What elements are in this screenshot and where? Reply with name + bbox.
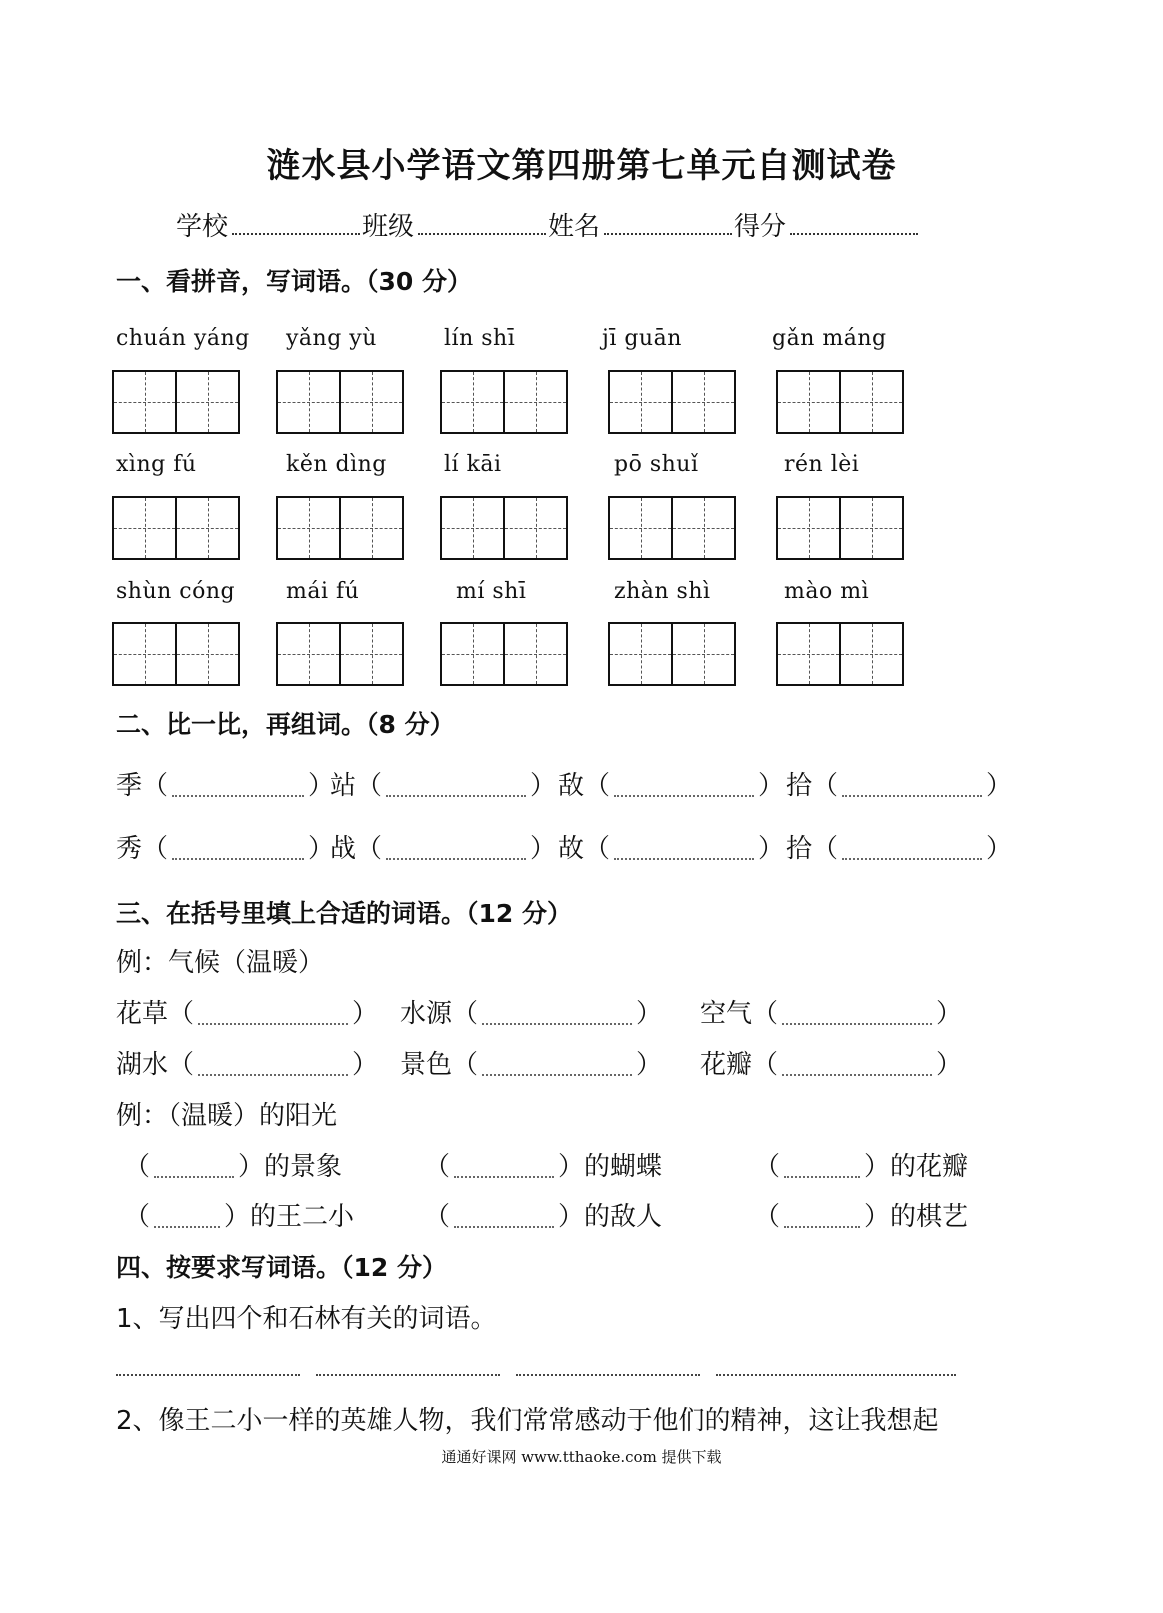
answer-blank[interactable] (482, 1056, 632, 1076)
fill-item: 花瓣（ ） (700, 1050, 963, 1080)
compare-item: 秀（ ） (116, 834, 335, 864)
pinyin-label: lí kāi (444, 452, 502, 477)
pinyin-label: pō shuǐ (614, 452, 699, 477)
section-1-heading: 一、看拼音，写词语。（30 分） (116, 267, 472, 296)
writing-grid[interactable] (276, 496, 404, 560)
writing-grid[interactable] (776, 370, 904, 434)
writing-grid[interactable] (608, 370, 736, 434)
fill-word: 空气 (700, 999, 753, 1029)
pinyin-label: chuán yáng (116, 326, 250, 351)
pinyin-label: lín shī (444, 326, 516, 351)
answer-blank[interactable] (454, 1208, 554, 1228)
section-3-heading: 三、在括号里填上合适的词语。（12 分） (116, 899, 572, 928)
name-label: 姓名 (548, 212, 601, 242)
page-footer: 通通好课网 www.tthaoke.com 提供下载 (441, 1448, 722, 1466)
student-info-row (176, 206, 920, 243)
answer-blank[interactable] (842, 840, 982, 860)
answer-blank[interactable] (784, 1158, 860, 1178)
answer-blank[interactable] (454, 1158, 554, 1178)
writing-grid[interactable] (440, 496, 568, 560)
fill-word: 湖水 (116, 1050, 169, 1080)
answer-blank[interactable] (842, 777, 982, 797)
compare-item: 敌（ ） (558, 771, 785, 801)
pinyin-label: mái fú (286, 579, 360, 604)
pinyin-label: rén lèi (784, 452, 860, 477)
compare-char: 站 (330, 771, 357, 801)
answer-blank[interactable] (386, 840, 526, 860)
compare-item: 站（ ） (330, 771, 557, 801)
fill-item: 湖水（ ） (116, 1050, 379, 1080)
answer-blank[interactable] (198, 1056, 348, 1076)
fill-word: 的王二小 (250, 1202, 355, 1232)
writing-grid[interactable] (276, 370, 404, 434)
writing-grid[interactable] (276, 622, 404, 686)
answer-blank[interactable] (172, 777, 304, 797)
fill-item: （ ）的王二小 (124, 1202, 355, 1232)
school-blank[interactable] (232, 209, 360, 235)
fill-item: （ ）的花瓣 (754, 1152, 969, 1182)
writing-grid[interactable] (112, 622, 240, 686)
question-4-1: 1、写出四个和石林有关的词语。 (116, 1304, 497, 1334)
answer-blank[interactable] (782, 1005, 932, 1025)
fill-word: 的棋艺 (890, 1202, 969, 1232)
pinyin-label: kěn dìng (286, 452, 387, 477)
compare-char: 季 (116, 771, 143, 801)
pinyin-label: mí shī (456, 579, 527, 604)
fill-word: 的景象 (264, 1152, 343, 1182)
fill-word: 的敌人 (584, 1202, 663, 1232)
pinyin-label: gǎn máng (772, 326, 887, 351)
pinyin-label: zhàn shì (614, 579, 711, 604)
pinyin-label: jī guān (602, 326, 682, 351)
answer-blank[interactable] (482, 1005, 632, 1025)
writing-grid[interactable] (608, 496, 736, 560)
question-4-2: 2、像王二小一样的英雄人物，我们常常感动于他们的精神，这让我想起 (116, 1406, 939, 1436)
answer-blank[interactable] (154, 1208, 220, 1228)
compare-char: 拾 (786, 834, 813, 864)
answer-line[interactable] (516, 1374, 700, 1376)
section-4-heading: 四、按要求写词语。（12 分） (116, 1253, 447, 1282)
compare-char: 故 (558, 834, 585, 864)
compare-char: 敌 (558, 771, 585, 801)
writing-grid[interactable] (776, 622, 904, 686)
name-blank[interactable] (604, 209, 732, 235)
fill-word: 花瓣 (700, 1050, 753, 1080)
compare-char: 战 (330, 834, 357, 864)
fill-word: 花草 (116, 999, 169, 1029)
score-label: 得分 (734, 212, 787, 242)
answer-blank[interactable] (172, 840, 304, 860)
compare-item: 拾（ ） (786, 771, 1013, 801)
fill-item: 花草（ ） (116, 999, 379, 1029)
answer-blank[interactable] (782, 1056, 932, 1076)
answer-line[interactable] (116, 1374, 300, 1376)
fill-item: （ ）的敌人 (424, 1202, 663, 1232)
fill-item: （ ）的棋艺 (754, 1202, 969, 1232)
example-2: 例：（温暖）的阳光 (116, 1101, 338, 1131)
answer-blank[interactable] (784, 1208, 860, 1228)
answer-line[interactable] (716, 1374, 956, 1376)
writing-grid[interactable] (440, 622, 568, 686)
fill-item: （ ）的蝴蝶 (424, 1152, 663, 1182)
fill-word: 水源 (400, 999, 453, 1029)
writing-grid[interactable] (112, 496, 240, 560)
fill-item: 水源（ ） (400, 999, 663, 1029)
compare-item: 战（ ） (330, 834, 557, 864)
fill-word: 景色 (400, 1050, 453, 1080)
compare-item: 季（ ） (116, 771, 335, 801)
fill-word: 的花瓣 (890, 1152, 969, 1182)
class-blank[interactable] (418, 209, 546, 235)
writing-grid[interactable] (608, 622, 736, 686)
answer-blank[interactable] (198, 1005, 348, 1025)
writing-grid[interactable] (112, 370, 240, 434)
compare-char: 秀 (116, 834, 143, 864)
compare-char: 拾 (786, 771, 813, 801)
example-1: 例：气候（温暖） (116, 948, 325, 978)
answer-blank[interactable] (386, 777, 526, 797)
pinyin-label: mào mì (784, 579, 870, 604)
answer-line[interactable] (316, 1374, 500, 1376)
answer-blank[interactable] (154, 1158, 234, 1178)
pinyin-label: yǎng yù (286, 326, 377, 351)
writing-grid[interactable] (440, 370, 568, 434)
fill-item: 空气（ ） (700, 999, 963, 1029)
answer-blank[interactable] (614, 777, 754, 797)
answer-blank[interactable] (614, 840, 754, 860)
pinyin-label: shùn cóng (116, 579, 236, 604)
writing-grid[interactable] (776, 496, 904, 560)
fill-word: 的蝴蝶 (584, 1152, 663, 1182)
section-2-heading: 二、比一比，再组词。（8 分） (116, 710, 455, 739)
exam-title: 涟水县小学语文第四册第七单元自测试卷 (266, 146, 897, 186)
compare-item: 故（ ） (558, 834, 785, 864)
score-blank[interactable] (790, 209, 918, 235)
class-label: 班级 (362, 212, 415, 242)
fill-item: （ ）的景象 (124, 1152, 343, 1182)
fill-item: 景色（ ） (400, 1050, 663, 1080)
compare-item: 拾（ ） (786, 834, 1013, 864)
school-label: 学校 (176, 212, 229, 242)
pinyin-label: xìng fú (116, 452, 197, 477)
